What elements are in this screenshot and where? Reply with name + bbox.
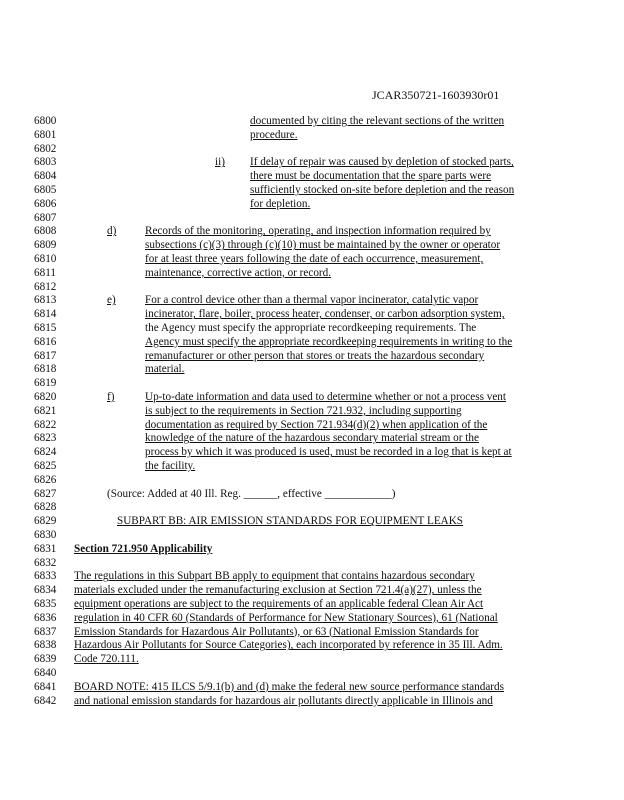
line-text: Hazardous Air Pollutants for Source Categories), each incorporated by reference in 35 Ill. Adm.	[74, 639, 503, 652]
text-line	[0, 142, 624, 156]
text-line	[0, 280, 624, 294]
line-number: 6809	[34, 239, 57, 252]
text-line	[0, 390, 624, 404]
line-text: The regulations in this Subpart BB apply to equipment that contains hazardous secondary	[74, 570, 475, 583]
text-line	[0, 611, 624, 625]
line-number: 6820	[34, 391, 57, 403]
line-text: knowledge of the nature of the hazardous secondary material stream or the	[145, 432, 479, 445]
line-text: remanufacturer or other person that stores or treats the hazardous secondary	[145, 349, 485, 362]
text-line	[0, 431, 624, 445]
line-text: documented by citing the relevant sections of the written	[250, 115, 505, 127]
text-line	[0, 128, 624, 142]
line-number: 6839	[34, 653, 57, 666]
line-number: 6817	[34, 349, 57, 362]
line-number: 6833	[34, 570, 57, 583]
line-number: 6808	[34, 225, 57, 238]
text-line	[0, 473, 624, 487]
line-number: 6827	[34, 487, 57, 500]
text-line	[0, 597, 624, 611]
line-number: 6804	[34, 170, 57, 183]
line-number: 6806	[34, 197, 57, 210]
line-number: 6825	[34, 460, 57, 472]
text-line	[0, 459, 624, 473]
text-line	[0, 583, 624, 597]
line-number: 6840	[34, 667, 57, 679]
line-text: maintenance, corrective action, or record.	[145, 266, 332, 279]
line-number: 6819	[34, 377, 57, 390]
line-number: 6812	[34, 280, 57, 293]
line-number: 6829	[34, 515, 57, 528]
line-number: 6811	[34, 266, 56, 279]
line-text: BOARD NOTE: 415 ILCS 5/9.1(b) and (d) make the federal new source performance standards	[74, 680, 504, 693]
text-line	[0, 625, 624, 639]
line-text: subsections (c)(3) through (c)(10) must be maintained by the owner or operator	[145, 239, 501, 252]
text-line	[0, 666, 624, 680]
text-line	[0, 362, 624, 376]
line-text: is subject to the requirements in Section 721.932, including supporting	[145, 404, 462, 417]
text-line	[0, 266, 624, 280]
line-text: Up-to-date information and data used to determine whether or not a process vent	[145, 391, 506, 403]
text-line	[0, 500, 624, 514]
line-text: (Source: Added at 40 Ill. Reg. ______, effective ____________)	[107, 487, 396, 500]
text-line	[0, 445, 624, 459]
line-number: 6831	[34, 542, 57, 555]
line-text: there must be documentation that the spare parts were	[250, 170, 492, 183]
line-number: 6838	[34, 639, 57, 652]
text-line	[0, 114, 624, 128]
line-number: 6821	[34, 404, 57, 417]
line-number: 6824	[34, 446, 57, 459]
line-text: the facility.	[145, 460, 196, 472]
text-line	[0, 155, 624, 169]
line-number: 6842	[34, 694, 57, 707]
line-text: If delay of repair was caused by depletion of stocked parts,	[250, 156, 514, 169]
line-text: incinerator, flare, boiler, process heater, condenser, or carbon adsorption system,	[145, 308, 505, 321]
line-number: 6818	[34, 363, 57, 376]
document-id-header: JCAR350721-1603930r01	[372, 88, 500, 102]
text-line	[0, 321, 624, 335]
line-number: 6835	[34, 598, 57, 610]
line-number: 6828	[34, 501, 57, 514]
line-number: 6836	[34, 611, 57, 624]
line-number: 6830	[34, 529, 57, 541]
text-line	[0, 514, 624, 528]
line-number: 6823	[34, 432, 57, 445]
text-line	[0, 569, 624, 583]
line-number: 6810	[34, 253, 57, 265]
line-number: 6816	[34, 335, 57, 348]
text-line	[0, 252, 624, 266]
line-text: process by which it was produced is used, must be recorded in a log that is kept at	[145, 446, 512, 459]
line-text: f)	[107, 391, 115, 403]
text-line	[0, 487, 624, 501]
line-number: 6832	[34, 556, 57, 569]
line-text: e)	[107, 294, 116, 307]
text-line	[0, 307, 624, 321]
line-number: 6834	[34, 584, 57, 597]
line-number: 6841	[34, 680, 57, 693]
line-text: documentation as required by Section 721.934(d)(2) when application of the	[145, 418, 488, 431]
line-text: procedure.	[250, 128, 298, 141]
text-line	[0, 542, 624, 556]
line-text: equipment operations are subject to the requirements of an applicable federal Clean Air Act	[74, 598, 484, 610]
line-number: 6813	[34, 294, 57, 307]
line-number: 6805	[34, 184, 57, 196]
line-number: 6837	[34, 625, 57, 638]
line-text: for depletion.	[250, 197, 311, 210]
line-number: 6814	[34, 308, 57, 321]
text-line	[0, 238, 624, 252]
line-number: 6803	[34, 156, 57, 169]
section-heading: Section 721.950 Applicability	[74, 542, 213, 555]
text-line	[0, 349, 624, 363]
text-line	[0, 556, 624, 570]
line-text: Emission Standards for Hazardous Air Pollutants), or 63 (National Emission Standards for	[74, 625, 479, 638]
line-text: and national emission standards for hazardous air pollutants directly applicable in Illinois and	[74, 694, 493, 707]
text-line	[0, 211, 624, 225]
line-text: ii)	[215, 156, 225, 169]
line-text: materials excluded under the remanufacturing exclusion at Section 721.4(a)(27), unless the	[74, 584, 482, 597]
text-line	[0, 376, 624, 390]
line-number: 6802	[34, 142, 57, 155]
line-text: Code 720.111.	[74, 653, 139, 666]
line-number: 6801	[34, 128, 57, 141]
line-text: material.	[145, 363, 185, 376]
text-line	[0, 293, 624, 307]
line-text: Records of the monitoring, operating, and inspection information required by	[145, 225, 491, 238]
subpart-heading: SUBPART BB: AIR EMISSION STANDARDS FOR EQUIPMENT LEAKS	[117, 515, 464, 528]
text-line	[0, 404, 624, 418]
line-text: sufficiently stocked on-site before depletion and the reason	[250, 184, 515, 196]
text-line	[0, 418, 624, 432]
text-line	[0, 335, 624, 349]
text-line	[0, 197, 624, 211]
text-line	[0, 638, 624, 652]
line-number: 6822	[34, 418, 57, 431]
text-line	[0, 694, 624, 708]
line-text: Agency must specify the appropriate recordkeeping requirements in writing to the	[145, 335, 513, 348]
line-text: for at least three years following the date of each occurrence, measurement,	[145, 253, 484, 265]
line-number: 6800	[34, 115, 57, 127]
text-line	[0, 169, 624, 183]
text-line	[0, 528, 624, 542]
line-text: For a control device other than a thermal vapor incinerator, catalytic vapor	[145, 294, 479, 307]
text-line	[0, 224, 624, 238]
text-line	[0, 680, 624, 694]
line-text: the Agency must specify the appropriate recordkeeping requirements. The	[145, 322, 477, 334]
line-text: d)	[107, 225, 117, 238]
line-text: regulation in 40 CFR 60 (Standards of Performance for New Stationary Sources), 61 (National	[74, 611, 498, 624]
text-line	[0, 652, 624, 666]
line-number: 6826	[34, 473, 57, 486]
line-number: 6815	[34, 322, 57, 334]
line-number: 6807	[34, 211, 57, 224]
text-line	[0, 183, 624, 197]
